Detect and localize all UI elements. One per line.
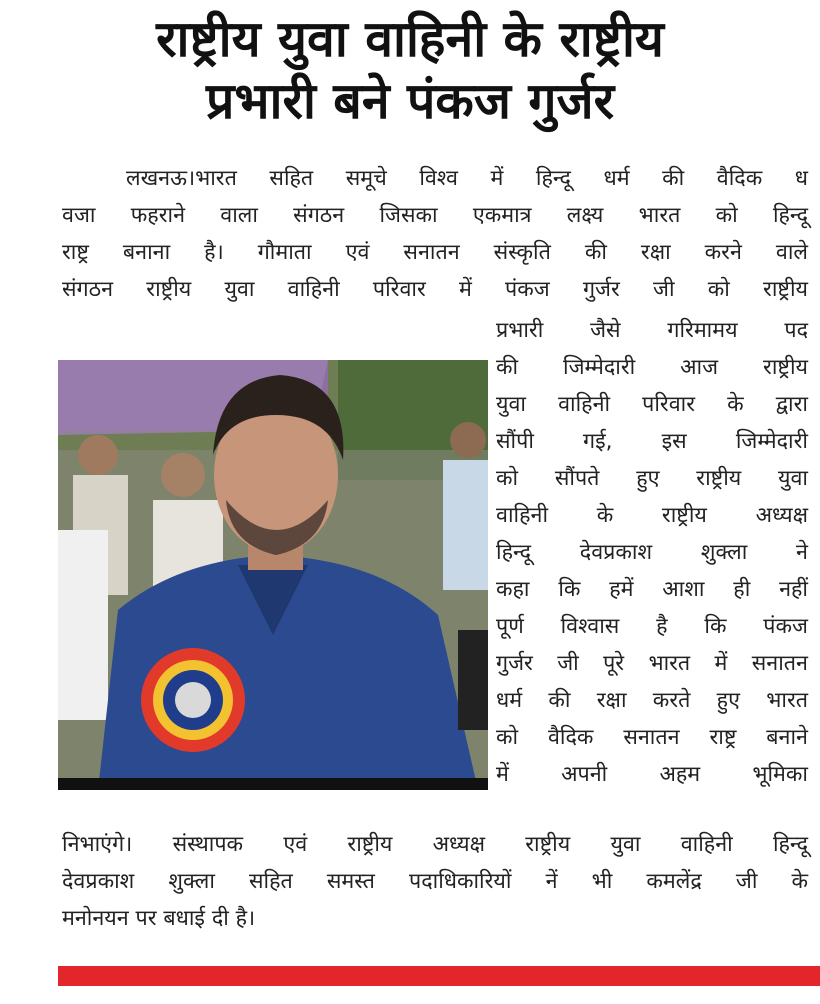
column-line: हिन्दू देवप्रकाश शुक्ला ने [496,540,808,565]
body-line-2: वजा फहराने वाला संगठन जिसका एकमात्र लक्ष्य भारत को हिन्दू [62,203,808,228]
body-line-3: राष्ट्र बनाना है। गौमाता एवं सनातन संस्कृति की रक्षा करने वाले [62,240,808,265]
column-line: कहा कि हमें आशा ही नहीं [496,577,808,602]
body-line-1: लखनऊ।भारत सहित समूचे विश्व में हिन्दू धर्म की वैदिक ध [126,166,808,191]
headline-line-1: राष्ट्रीय युवा वाहिनी के राष्ट्रीय [156,10,664,68]
article-photo [58,360,488,790]
photo-bottom-edge [58,778,488,790]
white-chair [58,530,108,720]
column-line: को सौंपते हुए राष्ट्रीय युवा [496,466,808,491]
column-line: प्रभारी जैसे गरिमामय पद [496,318,808,343]
footer-accent-bar [58,966,820,986]
column-line: गुर्जर जी पूरे भारत में सनातन [496,651,808,676]
microphone [458,630,488,730]
crowd-person [161,453,205,497]
column-line: को वैदिक सनातन राष्ट्र बनाने [496,725,808,750]
body-line-4: संगठन राष्ट्रीय युवा वाहिनी परिवार में पंकज गुर्जर जी को राष्ट्रीय [62,277,808,302]
column-line: वाहिनी के राष्ट्रीय अध्यक्ष [496,503,808,528]
closing-paragraph [62,826,808,937]
column-line: युवा वाहिनी परिवार के द्वारा [496,392,808,417]
closing-line: निभाएंगे। संस्थापक एवं राष्ट्रीय अध्यक्ष राष्ट्रीय युवा वाहिनी हिन्दू [62,832,808,857]
headline-line-2: प्रभारी बने पंकज गुर्जर [205,72,615,130]
closing-line: मनोनयन पर बधाई दी है। [62,906,256,931]
article-headline [0,8,820,132]
photo-illustration [58,360,488,790]
crowd-person [443,460,488,590]
closing-line: देवप्रकाश शुक्ला सहित समस्त पदाधिकारियों नें भी कमलेंद्र जी के [62,869,808,894]
crowd-person [78,435,118,475]
column-line: पूर्ण विश्वास है कि पंकज [496,614,808,639]
column-line: सौंपी गई, इस जिम्मेदारी [496,429,808,454]
crowd-person [450,422,486,458]
column-line: में अपनी अहम भूमिका [496,762,808,787]
column-line: धर्म की रक्षा करते हुए भारत [496,688,808,713]
rosette-center [175,682,211,718]
column-text [496,312,808,793]
column-line: की जिम्मेदारी आज राष्ट्रीय [496,355,808,380]
